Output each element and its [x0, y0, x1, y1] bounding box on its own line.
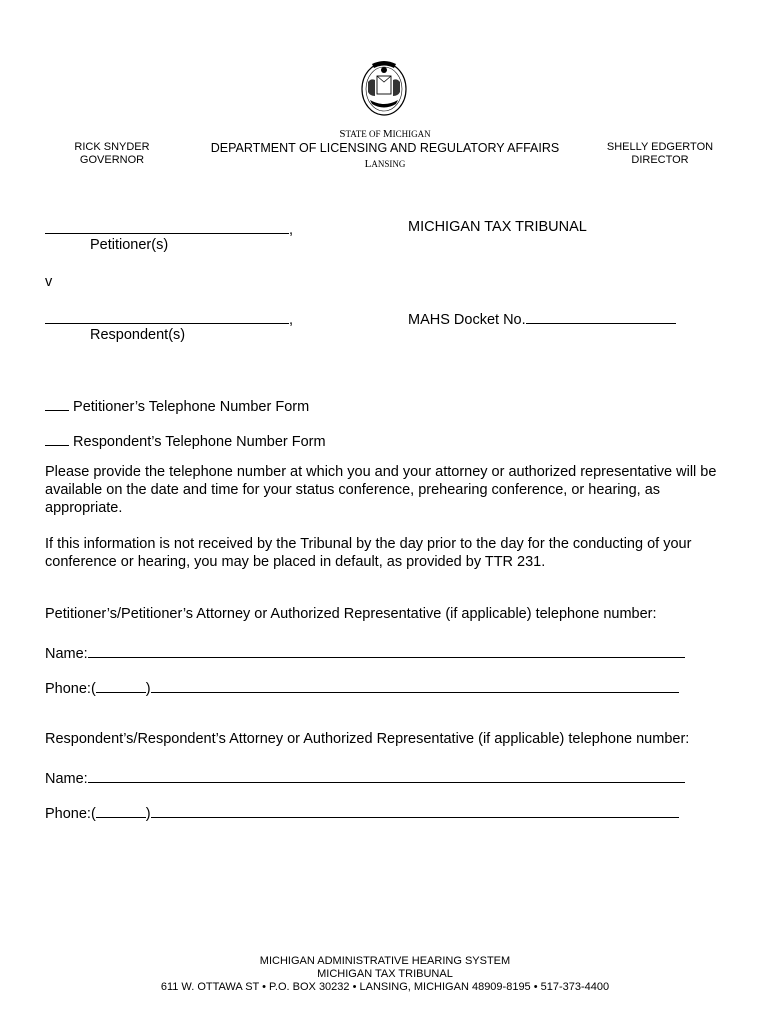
- versus-label: v: [45, 274, 53, 290]
- respondent-caption-line: ,: [45, 308, 293, 329]
- instructions-paragraph-1: Please provide the telephone number at which you and your attorney or authorized representative will be available on the date and time for your status conference, prehearing conference, or hearing, as appropriate.: [45, 464, 717, 516]
- footer-line-1: MICHIGAN ADMINISTRATIVE HEARING SYSTEM: [259, 955, 511, 967]
- petitioner-form-checkbox[interactable]: [45, 395, 69, 411]
- petitioner-phone-row: Phone:( ): [45, 677, 679, 698]
- respondent-phone-label: Phone:(: [45, 806, 96, 822]
- petitioner-name-blank[interactable]: [45, 218, 289, 234]
- footer-address: 611 W. OTTAWA ST • P.O. BOX 30232 • LANSING, MICHIGAN 48909-8195 • 517-373-4400: [160, 981, 610, 993]
- petitioner-area-code-field[interactable]: [96, 677, 146, 693]
- respondent-form-label: Respondent’s Telephone Number Form: [73, 434, 326, 450]
- petitioner-label: Petitioner(s): [90, 237, 169, 253]
- respondent-form-option: [45, 430, 326, 451]
- respondent-area-code-field[interactable]: [96, 802, 146, 818]
- petitioner-caption-line: ,: [45, 218, 293, 239]
- department-name: DEPARTMENT OF LICENSING AND REGULATORY AFFAIRS: [210, 141, 560, 155]
- docket-label: MAHS Docket No.: [408, 312, 526, 328]
- tribunal-title: MICHIGAN TAX TRIBUNAL: [408, 219, 587, 235]
- respondent-name-label: Name:: [45, 771, 88, 787]
- michigan-state-seal-icon: [358, 56, 410, 118]
- respondent-phone-field[interactable]: [151, 802, 679, 818]
- respondent-name-blank[interactable]: [45, 308, 289, 324]
- instructions-paragraph-2: If this information is not received by the Tribunal by the day prior to the day for the conducting of your conference or hearing, you may be placed in default, as provided by TTR 231.: [45, 536, 692, 570]
- respondent-name-field[interactable]: [88, 767, 685, 783]
- petitioner-name-label: Name:: [45, 646, 88, 662]
- department-heading: [190, 126, 580, 171]
- footer: [85, 955, 685, 994]
- governor-block: [62, 141, 162, 167]
- respondent-phone-heading: Respondent’s/Respondent’s Attorney or Authorized Representative (if applicable) telephone number:: [45, 731, 690, 747]
- respondent-name-row: [45, 767, 685, 788]
- petitioner-name-field[interactable]: [88, 642, 685, 658]
- petitioner-phone-field[interactable]: [151, 677, 679, 693]
- state-line: STATE OF MICHIGAN: [339, 128, 431, 140]
- city-line: LANSING: [364, 158, 406, 170]
- governor-name: RICK SNYDER: [74, 141, 150, 153]
- director-title: DIRECTOR: [631, 154, 689, 166]
- petitioner-phone-heading: Petitioner’s/Petitioner’s Attorney or Authorized Representative (if applicable) telephone number:: [45, 606, 657, 622]
- director-name: SHELLY EDGERTON: [606, 141, 714, 153]
- petitioner-form-label: Petitioner’s Telephone Number Form: [73, 399, 310, 415]
- director-block: [596, 141, 724, 167]
- petitioner-phone-label: Phone:(: [45, 681, 96, 697]
- petitioner-name-row: [45, 642, 685, 663]
- respondent-phone-row: Phone:( ): [45, 802, 679, 823]
- docket-number-blank[interactable]: [526, 308, 676, 324]
- petitioner-form-option: [45, 395, 309, 416]
- governor-title: GOVERNOR: [79, 154, 145, 166]
- respondent-label: Respondent(s): [90, 327, 186, 343]
- docket-line: [408, 308, 676, 329]
- respondent-form-checkbox[interactable]: [45, 430, 69, 446]
- footer-line-2: MICHIGAN TAX TRIBUNAL: [317, 968, 453, 980]
